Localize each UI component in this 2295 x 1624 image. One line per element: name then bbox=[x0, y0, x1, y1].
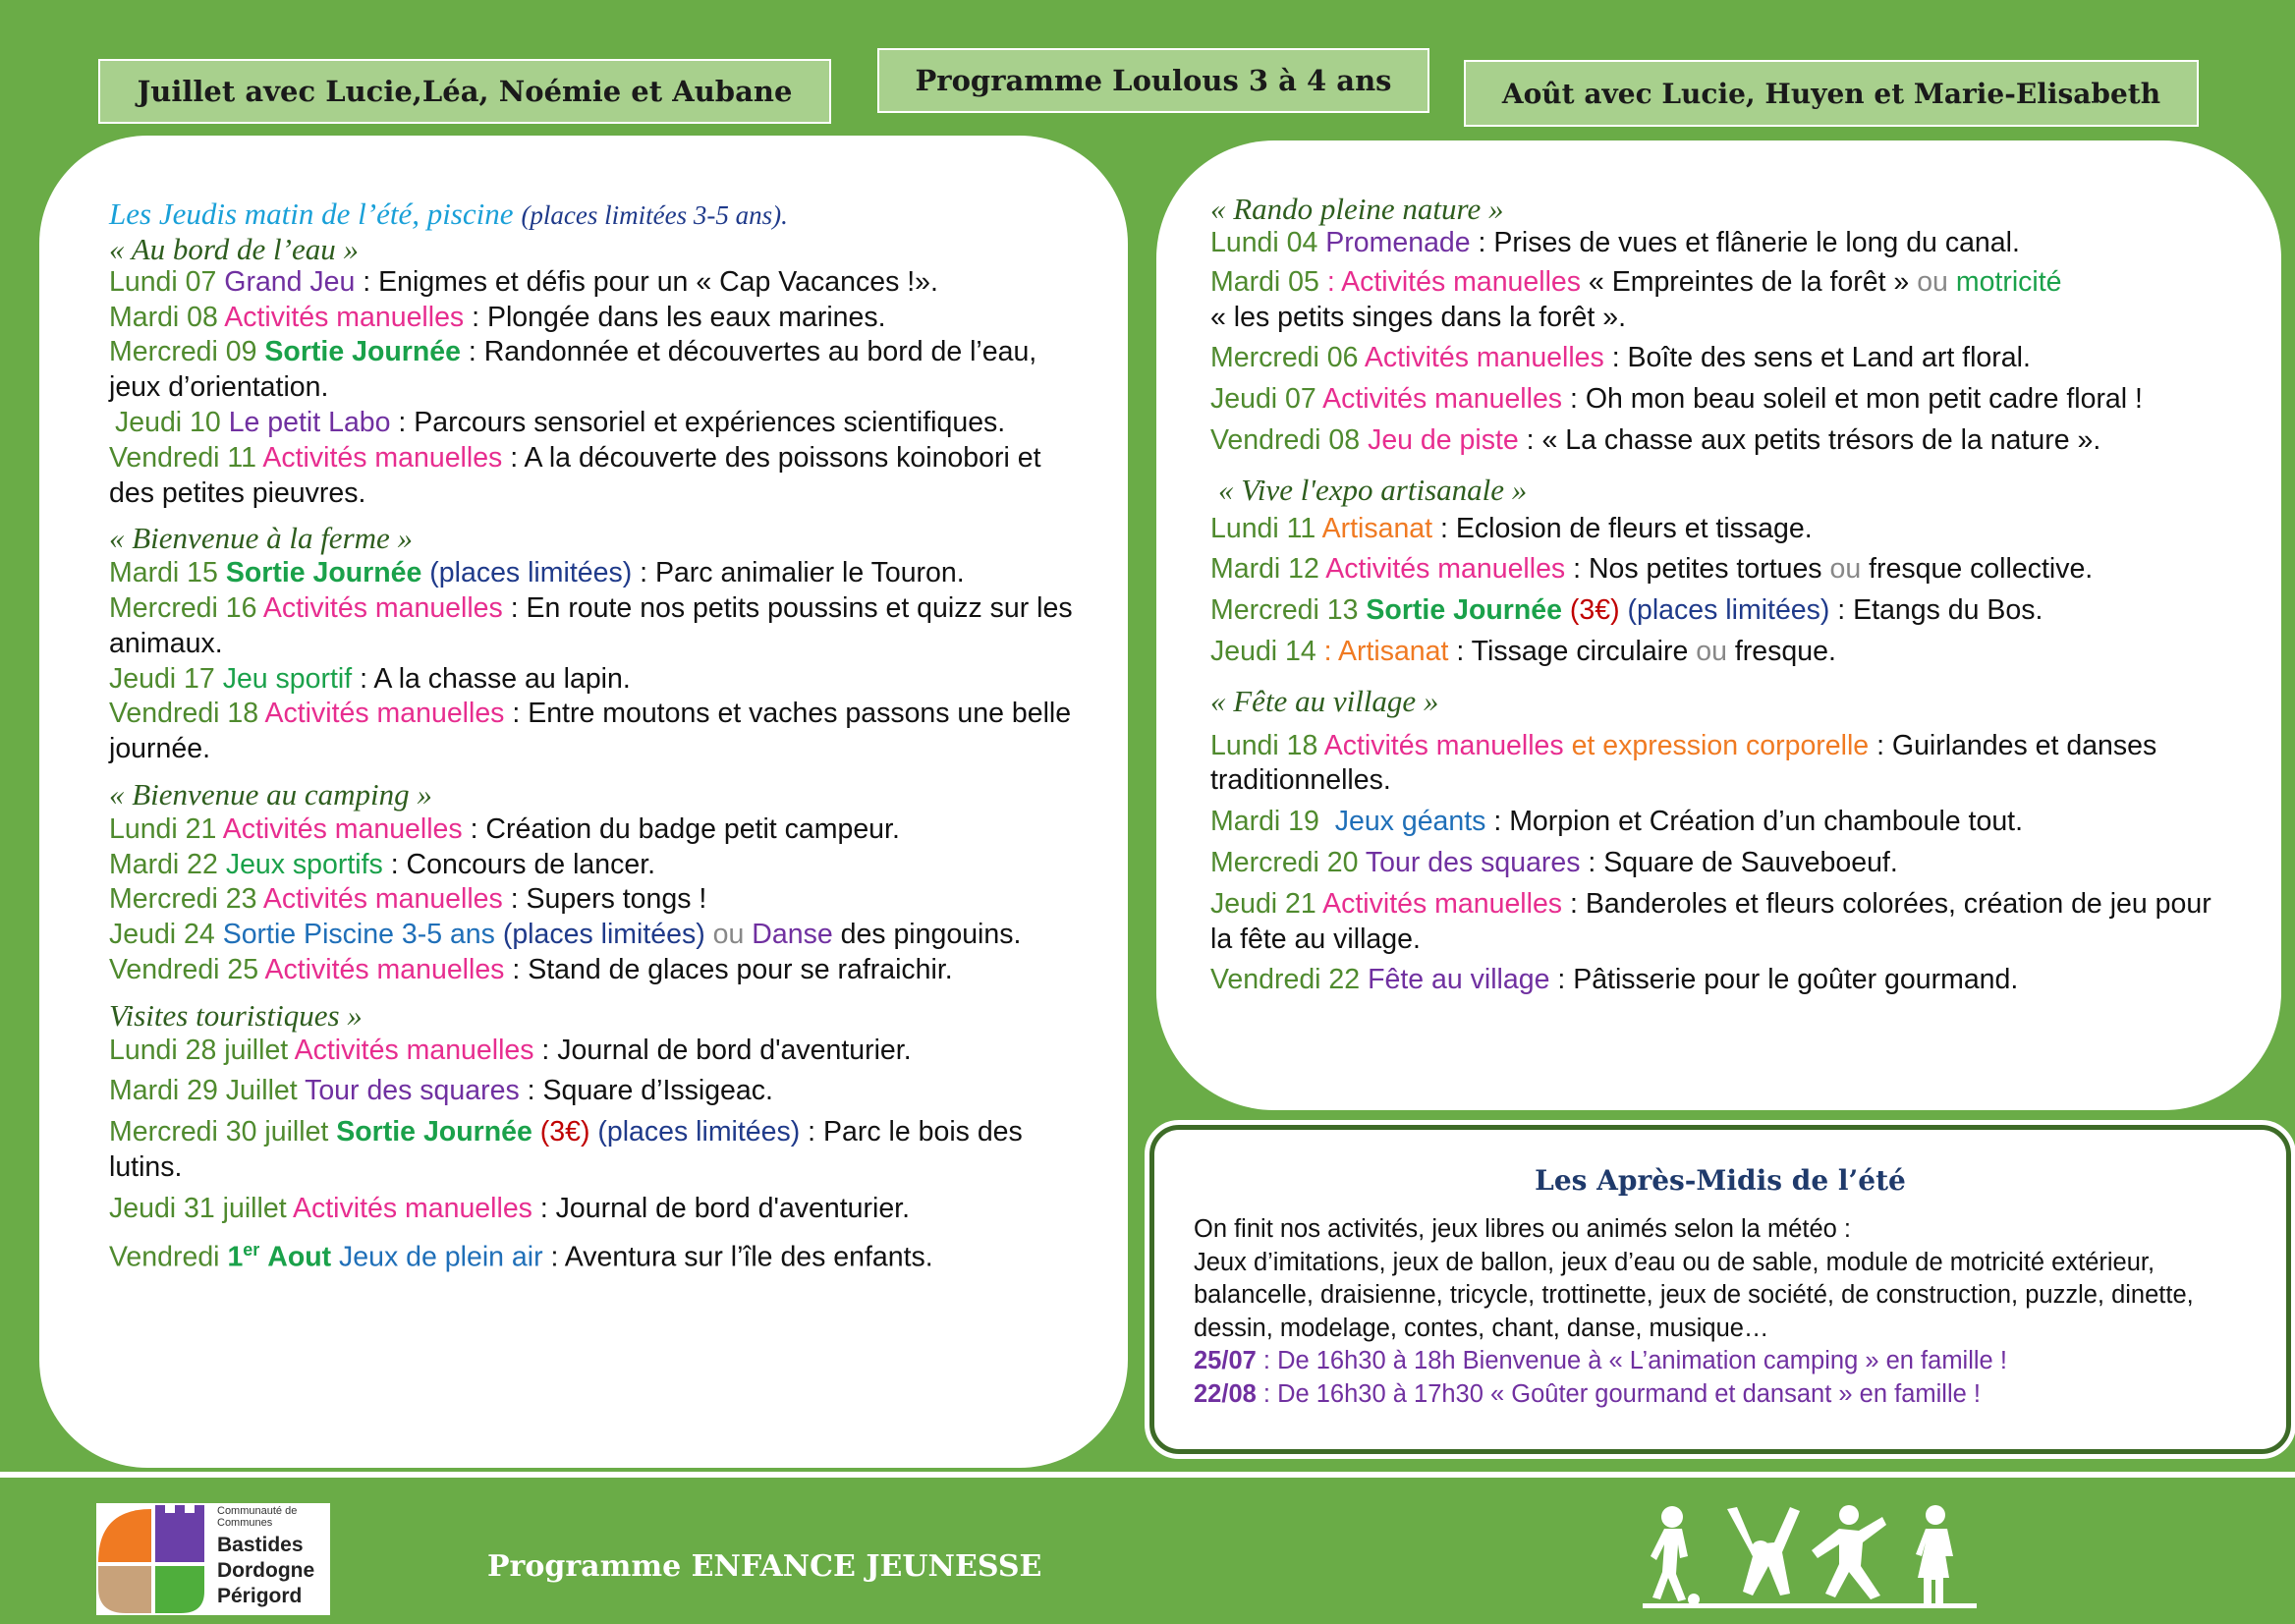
tab-july: Juillet avec Lucie,Léa, Noémie et Aubane bbox=[98, 59, 831, 124]
week-title: « Bienvenue à la ferme » bbox=[109, 521, 414, 556]
july-program: Les Jeudis matin de l’été, piscine (places limitées 3-5 ans). « Au bord de l’eau » Lundi 07 Grand Jeu : Enigmes et défis pour un « Cap Vacances !». Mardi 08 Activités manuelles : Plongée dans les eaux marines. Mercredi 09 Sortie Journée : Randonnée et découvertes au bord de l’eau, jeux d’orientation. Jeudi 10 Le petit Labo : Parcours sensoriel et expériences scientifiques. Vendredi 11 Activités manuelles : A la découverte des poissons koinobori et des petites pieuvres. « Bienvenue à la ferme » Mardi 15 Sortie Journée (places limitées) : Parc animalier le Touron. Mercredi 16 Activités manuelles : En route nos petits poussins et quizz sur les animaux. Jeudi 17 Jeu sportif : A la chasse au lapin. Vendredi 18 Activités manuelles : Entre moutons et vaches passons une belle journée. « Bienvenue au camping » Lundi 21 Activités manuelles : Création du badge petit campeur. Mardi 22 Jeux sportifs : Concours de lancer. Mercredi 23 Activités manuelles : Supers tongs ! Jeudi 24 Sortie Piscine 3-5 ans (places limitées) ou Danse des pingouins. Vendredi 25 Activités manuelles : Stand de glaces pour se rafraichir. Visites touristiques » Lundi 28 juillet Activités manuelles : Journal de bord d'aventurier. Mardi 29 Juillet Tour des squares : Square d’Issigeac. Mercredi 30 juillet Sortie Journée (3€) (places limitées) : Parc le bois des lutins. Jeudi 31 juillet Activités manuelles : Journal de bord d'aventurier. Vendredi 1er Aout Jeux de plein air : Aventura sur l’île des enfants. bbox=[109, 196, 1092, 1275]
logo-small-text: Communauté de Communes bbox=[217, 1505, 298, 1529]
tab-august: Août avec Lucie, Huyen et Marie-Elisabeth bbox=[1464, 60, 2199, 127]
children-playing-icon bbox=[1643, 1495, 1977, 1608]
week-title: « Vive l'expo artisanale » bbox=[1218, 472, 1528, 507]
week-title: « Rando pleine nature » bbox=[1210, 192, 1504, 226]
footer-title: Programme ENFANCE JEUNESSE bbox=[487, 1549, 1042, 1584]
august-program: « Rando pleine nature » Lundi 04 Promenade : Prises de vues et flânerie le long du canal. Mardi 05 : Activités manuelles « Empreintes de la forêt » ou motricité « les petits singes dans la forêt ». Mercredi 06 Activités manuelles : Boîte des sens et Land art floral. Jeudi 07 Activités manuelles : Oh mon beau soleil et mon petit cadre floral ! Vendredi 08 Jeu de piste : « La chasse aux petits trésors de la nature ». « Vive l'expo artisanale » Lundi 11 Artisanat : Eclosion de fleurs et tissage. Mardi 12 Activités manuelles : Nos petites tortues ou fresque collective. Mercredi 13 Sortie Journée (3€) (places limitées) : Etangs du Bos. Jeudi 14 : Artisanat : Tissage circulaire ou fresque. « Fête au village » Lundi 18 Activités manuelles et expression corporelle : Guirlandes et danses traditionnelles. Mardi 19 Jeux géants : Morpion et Création d’un chamboule tout. Mercredi 20 Tour des squares : Square de Sauveboeuf. Jeudi 21 Activités manuelles : Banderoles et fleurs colorées, création de jeu pour la fête au village. Vendredi 22 Fête au village : Pâtisserie pour le goûter gourmand. bbox=[1210, 192, 2211, 996]
week-title: « Au bord de l’eau » bbox=[109, 231, 359, 266]
logo-text: Bastides Dordogne Périgord bbox=[217, 1534, 315, 1607]
intro-line: Les Jeudis matin de l’été, piscine (places limitées 3-5 ans). bbox=[109, 196, 788, 231]
week-title: Visites touristiques » bbox=[109, 997, 363, 1033]
week-title: « Fête au village » bbox=[1210, 683, 1439, 718]
afternoons-text: On finit nos activités, jeux libres ou animés selon la météo : Jeux d’imitations, jeux de ballon, jeux d’eau ou de sable, module de motricité extérieur, balancelle, draisienne, tricycle, trottinette, jeux de société, de construction, puzzle, dinette, dessin, modelage, contes, chant, danse, musique… 25/07 : De 16h30 à 18h Bienvenue à « L’animation camping » en famille ! 22/08 : De 16h30 à 17h30 « Goûter gourmand et dansant » en famille ! bbox=[1194, 1215, 2194, 1408]
afternoons-title: Les Après-Midis de l’été bbox=[1535, 1164, 1906, 1197]
logo bbox=[96, 1503, 330, 1615]
week-title: « Bienvenue au camping » bbox=[109, 776, 432, 812]
tab-program: Programme Loulous 3 à 4 ans bbox=[877, 48, 1429, 113]
